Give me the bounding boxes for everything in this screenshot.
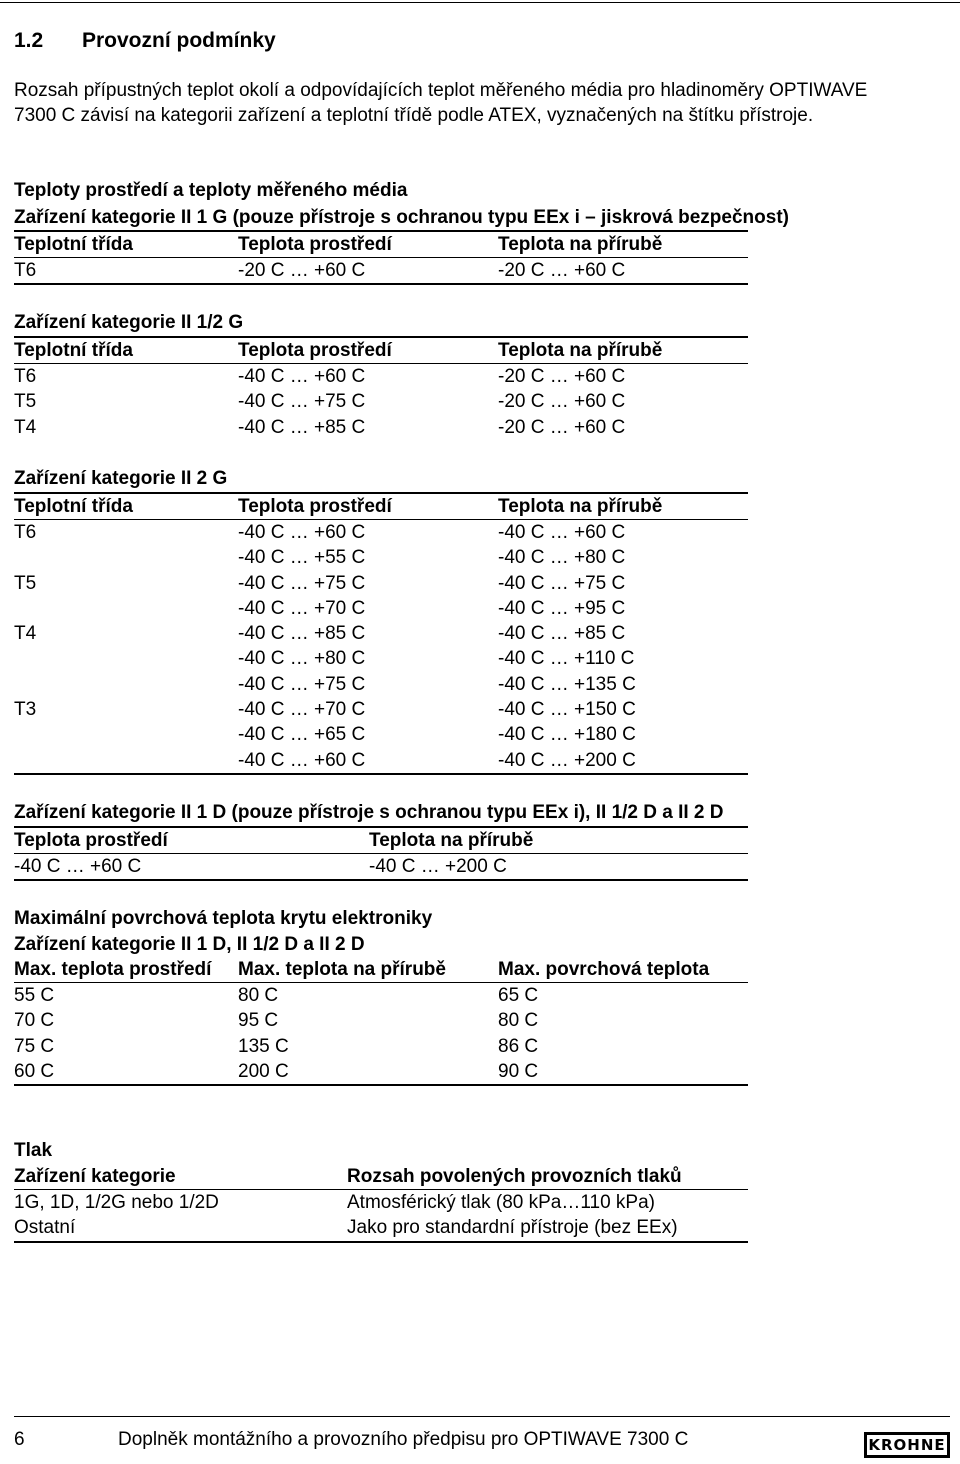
table-cell [14,672,238,697]
table-cell: Jako pro standardní přístroje (bez EEx) [347,1217,678,1239]
table-cell: -40 C … +110 C [498,648,635,670]
header-cell: Teplotní třída [14,340,133,361]
table-cell: Ostatní [14,1217,76,1239]
section-heading [14,27,276,55]
table-header-row [14,957,748,983]
table-cell [14,545,238,570]
table-cell: 135 C [238,1035,289,1057]
table-row [14,258,748,283]
table-row [14,1008,748,1033]
table-cell: -40 C … +75 C [238,673,366,695]
table-cell: 86 C [498,1035,539,1057]
table-row [14,621,748,646]
table-row [14,646,748,671]
table-cell: -40 C … +200 C [498,749,636,771]
table-cell: -40 C … +135 C [498,673,636,695]
table-row [14,364,748,389]
table-cell: T6 [14,260,37,281]
table-cell: -20 C … +60 C [498,391,626,413]
table-cell: T5 [14,572,37,594]
table-cell: -40 C … +60 C [14,856,142,877]
table-cell: -40 C … +85 C [498,623,626,645]
table-cell: -20 C … +60 C [238,260,366,281]
table-row [14,389,748,414]
table-header-row [14,232,748,258]
table-cell: -40 C … +70 C [238,699,366,721]
header-cell: Max. teplota prostředí [14,959,212,980]
table-ii1g [14,230,748,285]
table-ii12g-title: Zařízení kategorie II 1/2 G [14,312,244,333]
table-cell: T4 [14,623,37,645]
table-cell: -20 C … +60 C [498,366,626,387]
table-row [14,672,748,697]
footer-text: Doplněk montážního a provozního předpisu pro OPTIWAVE 7300 C [118,1429,689,1450]
table-cell: 80 C [238,985,279,1006]
table-row [14,571,748,596]
table-cell: -20 C … +60 C [498,416,626,438]
table-ii12g [14,336,748,440]
header-cell: Teplota prostředí [14,830,168,851]
table-row [14,1059,748,1084]
table-cell: -40 C … +60 C [238,749,366,771]
table-cell: 80 C [498,1010,539,1032]
table-cell: -40 C … +55 C [238,547,366,569]
intro-paragraph: Rozsah přípustných teplot okolí a odpovídajících teplot měřeného média pro hladinoměry OPTIWAVE 7300 C závisí na kategorii zařízení a teplotní třídě podle ATEX, vyznačených na štítku přístroje. [14,80,868,126]
table-row [14,520,748,545]
table-cell: -40 C … +80 C [498,547,626,569]
table-cell: 70 C [14,1010,55,1032]
table-cell: -40 C … +180 C [498,724,636,746]
table-surface-title: Maximální povrchová teplota krytu elektroniky [14,908,433,929]
table-row [14,415,748,440]
table-cell: 60 C [14,1060,55,1082]
header-cell: Zařízení kategorie [14,1166,176,1187]
table-cell: 200 C [238,1060,289,1082]
table-row [14,1190,748,1215]
header-cell: Teplota prostředí [238,234,392,255]
header-cell: Max. povrchová teplota [498,959,710,980]
table-cell: -20 C … +60 C [498,260,626,281]
table-cell: -40 C … +75 C [498,572,626,594]
table-ii1d-title: Zařízení kategorie II 1 D (pouze přístroje s ochranou typu EEx i), II 1/2 D a II 2 D [14,802,724,823]
table-cell: -40 C … +150 C [498,699,636,721]
table-row [14,596,748,621]
table-ii1d [14,826,748,881]
table-row [14,1215,748,1240]
table-cell: -40 C … +200 C [369,856,507,877]
table-header-row [14,828,748,854]
top-rule [0,2,960,3]
table-cell: -40 C … +60 C [238,366,366,387]
table-cell [14,722,238,747]
table-pressure-title: Tlak [14,1140,53,1161]
table-row [14,722,748,747]
table-cell: T6 [14,366,37,387]
page-number: 6 [14,1429,25,1450]
table-cell: T5 [14,391,37,413]
table-ii1g-title: Zařízení kategorie II 1 G (pouze přístroje s ochranou typu EEx i – jiskrová bezpečnost) [14,207,789,228]
krohne-logo [864,1432,950,1458]
header-cell: Teplota prostředí [238,340,392,361]
table-pressure [14,1164,748,1243]
table-row [14,545,748,570]
table-cell: -40 C … +85 C [238,623,366,645]
table-ii2g-title: Zařízení kategorie II 2 G [14,468,228,489]
table-cell: -40 C … +95 C [498,597,626,619]
table-cell: Atmosférický tlak (80 kPa…110 kPa) [347,1192,655,1213]
table-row [14,854,748,879]
table-cell: -40 C … +70 C [238,597,366,619]
table-cell: T4 [14,416,37,438]
table-row [14,1034,748,1059]
logo-text: KROHNE [868,1436,946,1454]
table-header-row [14,1164,748,1190]
table-row [14,983,748,1008]
table-row [14,697,748,722]
table-surface [14,957,748,1086]
table-cell: 65 C [498,985,539,1006]
table-cell: 95 C [238,1010,279,1032]
table-cell: -40 C … +75 C [238,572,366,594]
table-cell: -40 C … +60 C [238,522,366,543]
table-cell [14,646,238,671]
table-cell: 1G, 1D, 1/2G nebo 1/2D [14,1192,219,1213]
table-cell: T3 [14,699,37,721]
header-cell: Teplotní třída [14,234,133,255]
table-cell [14,596,238,621]
table-header-row [14,494,748,520]
header-cell: Teplota na přírubě [498,496,663,517]
header-cell: Teplota na přírubě [498,340,663,361]
table-cell: -40 C … +65 C [238,724,366,746]
page-footer [14,1416,950,1454]
table-cell: 75 C [14,1035,55,1057]
section-number: 1.2 [14,29,44,52]
table-cell: 55 C [14,985,55,1006]
table-cell: T6 [14,522,37,543]
header-cell: Rozsah povolených provozních tlaků [347,1166,682,1187]
header-cell: Max. teplota na přírubě [238,959,446,980]
section-title: Provozní podmínky [82,29,276,52]
header-cell: Teplota na přírubě [369,830,534,851]
table-cell: -40 C … +80 C [238,648,366,670]
table-ii2g [14,492,748,775]
table-cell: -40 C … +85 C [238,416,366,438]
table-row [14,748,748,773]
table-header-row [14,338,748,364]
table-cell: -40 C … +75 C [238,391,366,413]
header-cell: Teplotní třída [14,496,133,517]
table-cell: -40 C … +60 C [498,522,626,543]
table-cell [14,748,238,773]
header-cell: Teplota prostředí [238,496,392,517]
table-surface-subtitle: Zařízení kategorie II 1 D, II 1/2 D a II 2 D [14,934,365,955]
table-cell: 90 C [498,1060,539,1082]
temps-heading: Teploty prostředí a teploty měřeného média [14,180,408,201]
header-cell: Teplota na přírubě [498,234,663,255]
